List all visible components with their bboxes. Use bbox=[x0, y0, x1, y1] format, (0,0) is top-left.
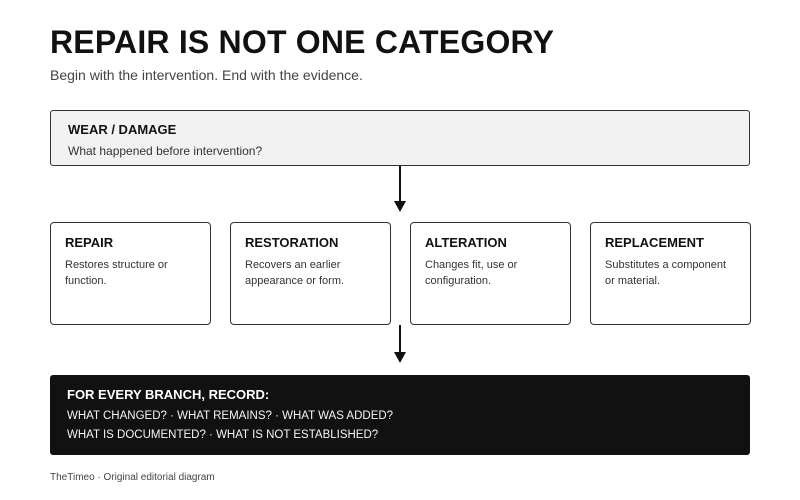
arrow-shaft bbox=[399, 166, 401, 202]
branch-replacement-description: Substitutes a component or material. bbox=[605, 259, 727, 287]
record-box-title: FOR EVERY BRANCH, RECORD: bbox=[67, 387, 270, 402]
arrow-shaft bbox=[399, 325, 401, 353]
diagram-title: REPAIR IS NOT ONE CATEGORY bbox=[50, 24, 555, 60]
branch-restoration-title: RESTORATION bbox=[245, 235, 339, 250]
record-box bbox=[50, 375, 750, 455]
branch-alteration-title: ALTERATION bbox=[425, 235, 507, 250]
footer-credit: TheTimeo · Original editorial diagram bbox=[50, 472, 215, 483]
branch-restoration bbox=[230, 222, 391, 325]
branch-alteration-description: Changes fit, use or configuration. bbox=[425, 259, 518, 287]
record-questions-line-1: WHAT CHANGED? · WHAT REMAINS? · WHAT WAS ADDED? bbox=[67, 410, 394, 422]
branch-repair-title: REPAIR bbox=[65, 235, 114, 250]
wear-damage-question: What happened before intervention? bbox=[68, 144, 263, 158]
branch-alteration bbox=[410, 222, 571, 325]
diagram-subtitle: Begin with the intervention. End with the evidence. bbox=[50, 67, 363, 83]
down-arrow-to-record bbox=[394, 325, 406, 363]
arrow-head bbox=[394, 201, 406, 212]
down-arrow-to-branches bbox=[394, 166, 406, 212]
branch-repair-description: Restores structure or function. bbox=[65, 259, 168, 287]
branch-restoration-description: Recovers an earlier appearance or form. bbox=[245, 259, 345, 287]
branch-replacement-title: REPLACEMENT bbox=[605, 235, 704, 250]
wear-damage-title: WEAR / DAMAGE bbox=[68, 122, 177, 137]
record-questions-line-2: WHAT IS DOCUMENTED? · WHAT IS NOT ESTABLISHED? bbox=[67, 429, 379, 441]
wear-damage-box bbox=[50, 110, 750, 166]
branch-replacement bbox=[590, 222, 751, 325]
arrow-head bbox=[394, 352, 406, 363]
branch-repair bbox=[50, 222, 211, 325]
